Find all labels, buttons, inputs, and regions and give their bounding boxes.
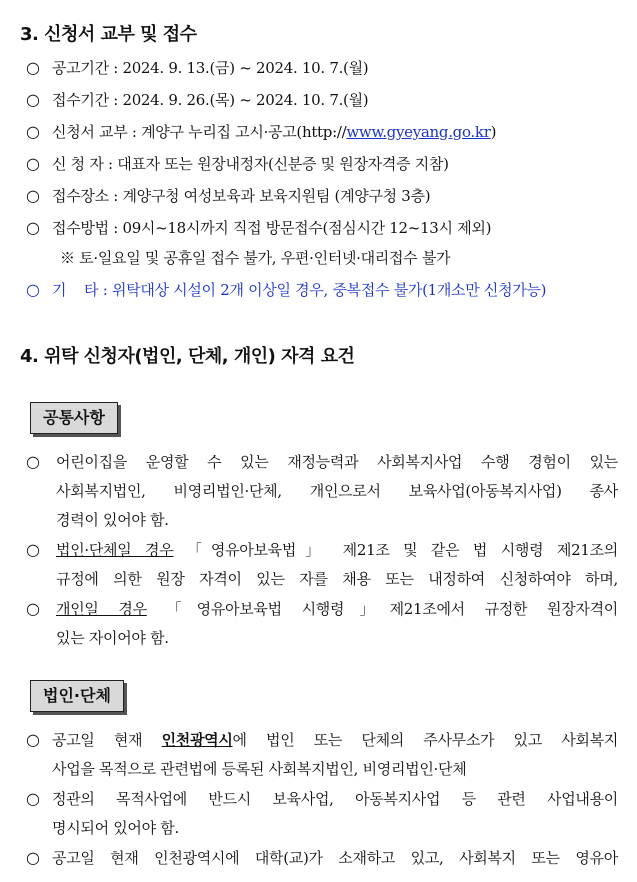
corp-item-2-line-1: 정관의 목적사업에 반드시 보육사업, 아동복지사업 등 관련 사업내용이 [52,790,618,808]
bullet-icon: ○ [26,452,40,471]
bullet-icon: ○ [26,154,40,173]
applicant: 신 청 자 : 대표자 또는 원장내정자(신분증 및 원장자격증 지참) [52,155,449,173]
common-item-1-line-1: 어린이집을 운영할 수 있는 재정능력과 사회복지사업 수행 경험이 있는 [56,453,618,471]
application-period: 접수기간 : 2024. 9. 26.(목) ~ 2024. 10. 7.(월) [52,91,369,109]
etc-note: 기 타 : 위탁대상 시설이 2개 이상일 경우, 중복접수 불가(1개소만 신청가능) [52,281,547,299]
bullet-icon: ○ [26,122,40,141]
common-item-3-line-1 [56,599,618,619]
form-distribution-suffix: ) [490,123,497,141]
common-item-2-text: 「영유아보육법」 제21조 및 같은 법 시행령 제21조의 [173,541,618,559]
section-4-title: 4. 위탁 신청자(법인, 단체, 개인) 자격 요건 [20,346,355,367]
bullet-icon: ○ [26,58,40,77]
submission-place: 접수장소 : 계양구청 여성보육과 보육지원팀 (계양구청 3층) [52,187,431,205]
common-item-3-line-2: 있는 자이어야 함. [56,629,169,647]
incheon-city: 인천광역시 [161,731,233,749]
common-item-1-line-3: 경력이 있어야 함. [56,511,169,529]
corp-item-2-line-2: 명시되어 있어야 함. [52,819,179,837]
common-item-2-line-2: 규정에 의한 원장 자격이 있는 자를 채용 또는 내정하여 신청하여야 하며, [56,570,618,588]
website-link[interactable]: www.gyeyang.go.kr [346,123,491,141]
individual-case-label: 개인일 경우 [56,600,147,618]
bullet-icon: ○ [26,280,40,299]
corp-item-1-text-c: 에 법인 또는 단체의 주사무소가 있고 사회복지 [232,731,619,749]
bullet-icon: ○ [26,599,40,618]
corporation-case-label: 법인·단체일 경우 [56,541,174,559]
notice-period: 공고기간 : 2024. 9. 13.(금) ~ 2024. 10. 7.(월) [52,59,369,77]
submission-method: 접수방법 : 09시~18시까지 직접 방문접수(점심시간 12~13시 제외) [52,219,492,237]
bullet-icon: ○ [26,730,40,749]
common-item-3-text: 「영유아보육법 시행령」제21조에서 규정한 원장자격이 [146,600,618,618]
bullet-icon: ○ [26,789,40,808]
common-item-1-line-2: 사회복지법인, 비영리법인·단체, 개인으로서 보육사업(아동복지사업) 종사 [56,482,618,500]
corp-item-1-line-1 [52,730,618,750]
corp-item-3-line-1: 공고일 현재 인천광역시에 대학(교)가 소재하고 있고, 사회복지 또는 영유아 [52,849,618,867]
corp-item-1-line-2: 사업을 목적으로 관련법에 등록된 사회복지법인, 비영리법인·단체 [52,760,467,778]
common-item-2-line-1 [56,540,618,560]
common-requirements-box: 공통사항 [30,402,118,434]
form-distribution [52,122,496,142]
bullet-icon: ○ [26,90,40,109]
submission-note: ※ 토·일요일 및 공휴일 접수 불가, 우편·인터넷·대리접수 불가 [60,249,451,267]
section-3-title: 3. 신청서 교부 및 접수 [20,24,197,45]
form-distribution-label: 신청서 교부 : 계양구 누리집 고시·공고(http:// [52,123,347,141]
bullet-icon: ○ [26,540,40,559]
corp-item-1-text-a: 공고일 현재 [52,731,162,749]
bullet-icon: ○ [26,848,40,867]
corporation-box: 법인·단체 [30,680,124,712]
bullet-icon: ○ [26,186,40,205]
bullet-icon: ○ [26,218,40,237]
